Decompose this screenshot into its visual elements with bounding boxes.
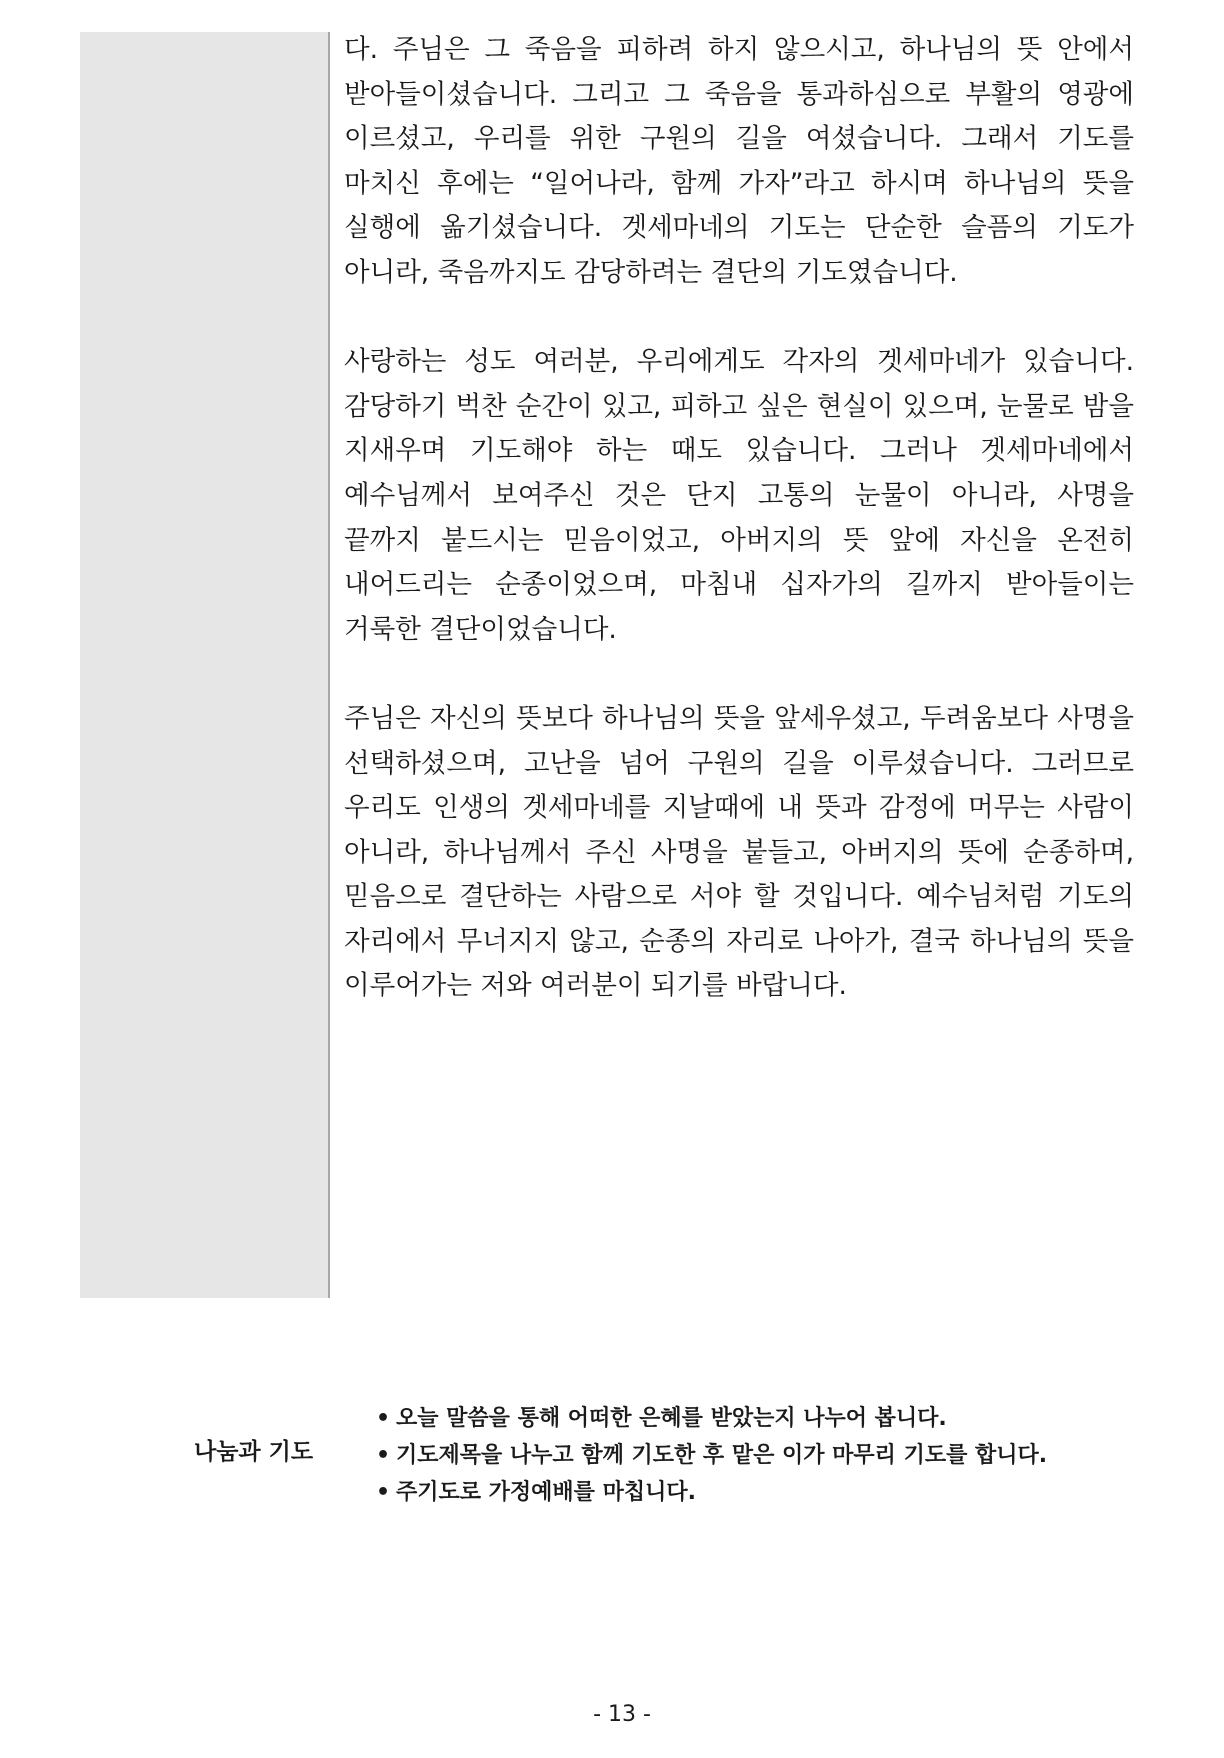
sermon-paragraph: 주님은 자신의 뜻보다 하나님의 뜻을 앞세우셨고, 두려움보다 사명을 선택하셨으며, 고난을 넘어 구원의 길을 이루셨습니다. 그러므로 우리도 인생의 겟세마네를 지날때에 내 뜻과 감정에 머무는 사람이 아니라, 하나님께서 주신 사명을 붙들고, 아버지의 뜻에 순종하며, 믿음으로 결단하는 사람으로 서야 할 것입니다. 예수님처럼 기도의 자리에서 무너지지 않고, 순종의 자리로 나아가, 결국 하나님의 뜻을 이루어가는 저와 여러분이 되기를 바랍니다. bbox=[344, 702, 1134, 1002]
list-item bbox=[376, 1400, 1136, 1437]
list-item bbox=[376, 1437, 1136, 1474]
list-item-text: 주기도로 가정예배를 마칩니다. bbox=[396, 1480, 696, 1505]
sermon-paragraph: 사랑하는 성도 여러분, 우리에게도 각자의 겟세마네가 있습니다. 감당하기 벅찬 순간이 있고, 피하고 싶은 현실이 있으며, 눈물로 밤을 지새우며 기도해야 하는 때도 있습니다. 그러나 겟세마네에서 예수님께서 보여주신 것은 단지 고통의 눈물이 아니라, 사명을 끝까지 붙드시는 믿음이었고, 아버지의 뜻 앞에 자신을 온전히 내어드리는 순종이었으며, 마침내 십자가의 길까지 받아들이는 거룩한 결단이었습니다. bbox=[344, 346, 1134, 645]
sermon-paragraph: 다. 주님은 그 죽음을 피하려 하지 않으시고, 하나님의 뜻 안에서 받아들이셨습니다. 그리고 그 죽음을 통과하심으로 부활의 영광에 이르셨고, 우리를 위한 구원의 길을 여셨습니다. 그래서 기도를 마치신 후에는 “일어나라, 함께 가자”라고 하시며 하나님의 뜻을 실행에 옮기셨습니다. 겟세마네의 기도는 단순한 슬픔의 기도가 아니라, 죽음까지도 감당하려는 결단의 기도였습니다. bbox=[344, 34, 1134, 288]
list-item bbox=[376, 1474, 1136, 1511]
bullet-icon: • bbox=[376, 1480, 391, 1505]
bullet-icon: • bbox=[376, 1406, 391, 1431]
list-item-text: 기도제목을 나누고 함께 기도한 후 맡은 이가 마무리 기도를 합니다. bbox=[396, 1443, 1048, 1468]
bullet-icon: • bbox=[376, 1443, 391, 1468]
page-number: - 13 - bbox=[593, 1702, 651, 1727]
side-margin-panel bbox=[80, 32, 330, 1298]
list-item-text: 오늘 말씀을 통해 어떠한 은혜를 받았는지 나누어 봅니다. bbox=[396, 1406, 947, 1431]
sharing-and-prayer-list bbox=[376, 1400, 1136, 1511]
sharing-and-prayer-label: 나눔과 기도 bbox=[194, 1439, 314, 1465]
sermon-body bbox=[344, 28, 1134, 1009]
